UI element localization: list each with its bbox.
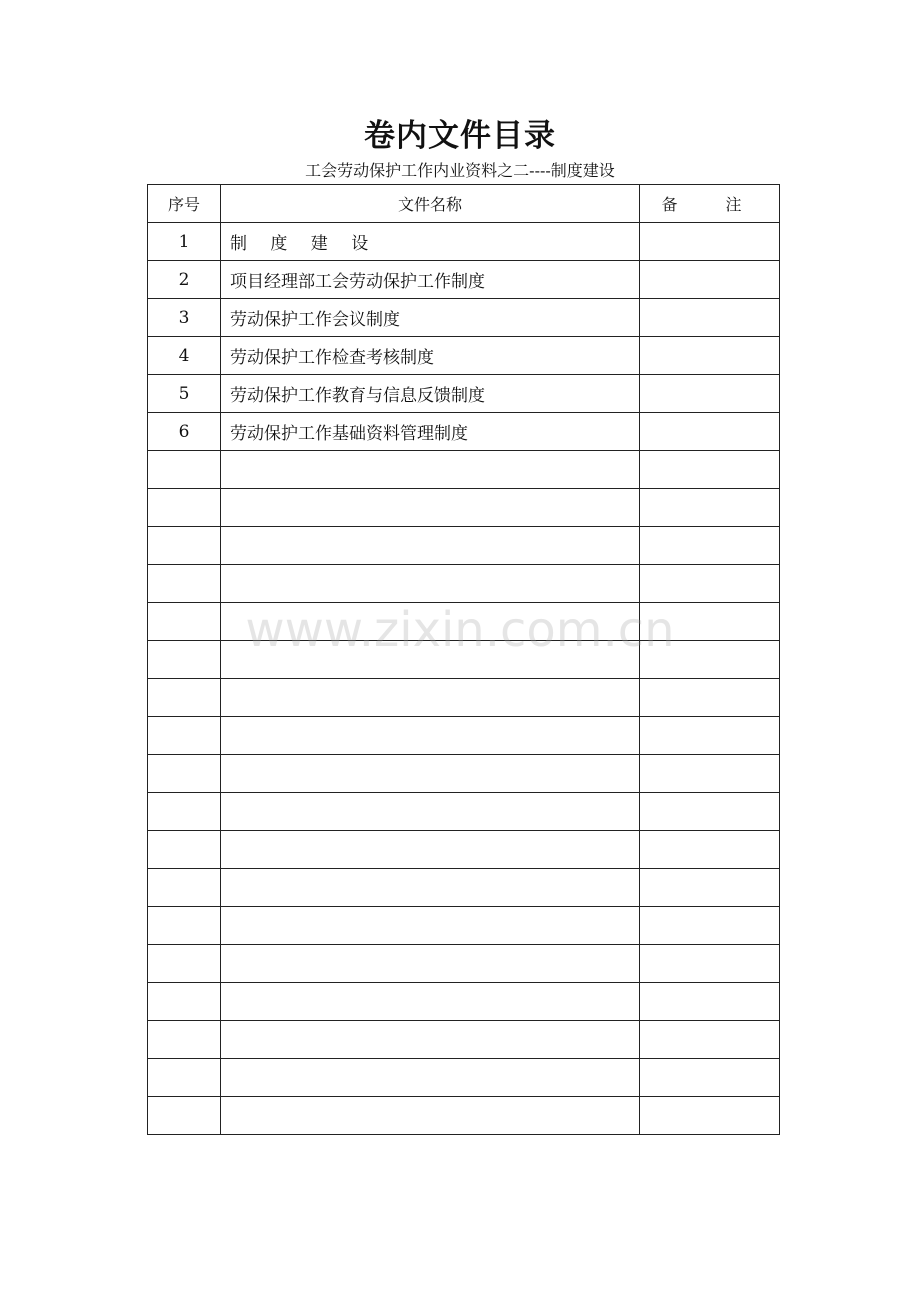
empty-note-cell xyxy=(640,983,780,1021)
table-row xyxy=(148,337,780,375)
empty-table-row xyxy=(148,793,780,831)
empty-number-cell xyxy=(148,1059,221,1097)
empty-name-cell xyxy=(221,945,640,983)
table-row xyxy=(148,223,780,261)
empty-table-row xyxy=(148,641,780,679)
table-row xyxy=(148,413,780,451)
row-number: 3 xyxy=(148,299,221,337)
empty-table-row xyxy=(148,983,780,1021)
empty-number-cell xyxy=(148,527,221,565)
file-catalog-table xyxy=(147,184,780,1135)
empty-table-row xyxy=(148,945,780,983)
empty-number-cell xyxy=(148,489,221,527)
empty-name-cell xyxy=(221,641,640,679)
empty-name-cell xyxy=(221,679,640,717)
empty-note-cell xyxy=(640,641,780,679)
empty-note-cell xyxy=(640,489,780,527)
empty-note-cell xyxy=(640,907,780,945)
empty-number-cell xyxy=(148,603,221,641)
empty-number-cell xyxy=(148,1021,221,1059)
empty-note-cell xyxy=(640,831,780,869)
empty-number-cell xyxy=(148,717,221,755)
empty-name-cell xyxy=(221,983,640,1021)
empty-name-cell xyxy=(221,793,640,831)
row-file-name: 劳动保护工作检查考核制度 xyxy=(221,337,640,375)
empty-note-cell xyxy=(640,717,780,755)
row-number: 6 xyxy=(148,413,221,451)
empty-name-cell xyxy=(221,603,640,641)
empty-number-cell xyxy=(148,755,221,793)
header-number: 序号 xyxy=(148,185,221,223)
empty-note-cell xyxy=(640,945,780,983)
empty-number-cell xyxy=(148,793,221,831)
empty-number-cell xyxy=(148,983,221,1021)
row-note xyxy=(640,223,780,261)
empty-note-cell xyxy=(640,527,780,565)
empty-name-cell xyxy=(221,1021,640,1059)
empty-name-cell xyxy=(221,1059,640,1097)
row-note xyxy=(640,375,780,413)
table-row xyxy=(148,375,780,413)
empty-note-cell xyxy=(640,793,780,831)
empty-note-cell xyxy=(640,451,780,489)
empty-table-row xyxy=(148,717,780,755)
empty-table-row xyxy=(148,1021,780,1059)
empty-table-row xyxy=(148,451,780,489)
page-subtitle: 工会劳动保护工作内业资料之二----制度建设 xyxy=(305,161,615,180)
row-number: 5 xyxy=(148,375,221,413)
row-note xyxy=(640,337,780,375)
empty-name-cell xyxy=(221,1097,640,1135)
empty-table-row xyxy=(148,1059,780,1097)
empty-name-cell xyxy=(221,527,640,565)
empty-name-cell xyxy=(221,869,640,907)
empty-name-cell xyxy=(221,451,640,489)
empty-table-row xyxy=(148,831,780,869)
empty-note-cell xyxy=(640,869,780,907)
empty-note-cell xyxy=(640,603,780,641)
empty-number-cell xyxy=(148,451,221,489)
empty-table-row xyxy=(148,907,780,945)
row-number: 4 xyxy=(148,337,221,375)
row-number: 2 xyxy=(148,261,221,299)
empty-name-cell xyxy=(221,489,640,527)
empty-number-cell xyxy=(148,945,221,983)
header-file-name: 文件名称 xyxy=(221,185,640,223)
empty-number-cell xyxy=(148,679,221,717)
empty-name-cell xyxy=(221,755,640,793)
table-row xyxy=(148,299,780,337)
row-file-name: 劳动保护工作基础资料管理制度 xyxy=(221,413,640,451)
empty-note-cell xyxy=(640,1059,780,1097)
empty-number-cell xyxy=(148,641,221,679)
row-note xyxy=(640,261,780,299)
empty-note-cell xyxy=(640,565,780,603)
empty-name-cell xyxy=(221,717,640,755)
empty-name-cell xyxy=(221,907,640,945)
empty-note-cell xyxy=(640,1021,780,1059)
empty-name-cell xyxy=(221,565,640,603)
empty-table-row xyxy=(148,603,780,641)
empty-note-cell xyxy=(640,1097,780,1135)
empty-number-cell xyxy=(148,831,221,869)
empty-table-row xyxy=(148,565,780,603)
row-file-name: 劳动保护工作教育与信息反馈制度 xyxy=(221,375,640,413)
row-note xyxy=(640,299,780,337)
empty-table-row xyxy=(148,869,780,907)
header-note: 备 注 xyxy=(640,185,780,223)
empty-number-cell xyxy=(148,869,221,907)
empty-note-cell xyxy=(640,755,780,793)
empty-number-cell xyxy=(148,907,221,945)
row-note xyxy=(640,413,780,451)
empty-note-cell xyxy=(640,679,780,717)
row-file-name: 制 度 建 设 xyxy=(221,223,640,261)
table-header-row xyxy=(148,185,780,223)
empty-table-row xyxy=(148,527,780,565)
watermark: www.zixin.com.cn xyxy=(245,602,675,658)
empty-number-cell xyxy=(148,565,221,603)
empty-number-cell xyxy=(148,1097,221,1135)
page-title: 卷内文件目录 xyxy=(364,118,556,154)
empty-table-row xyxy=(148,755,780,793)
table-row xyxy=(148,261,780,299)
empty-table-row xyxy=(148,1097,780,1135)
empty-name-cell xyxy=(221,831,640,869)
empty-table-row xyxy=(148,679,780,717)
row-number: 1 xyxy=(148,223,221,261)
empty-table-row xyxy=(148,489,780,527)
row-file-name: 劳动保护工作会议制度 xyxy=(221,299,640,337)
row-file-name: 项目经理部工会劳动保护工作制度 xyxy=(221,261,640,299)
